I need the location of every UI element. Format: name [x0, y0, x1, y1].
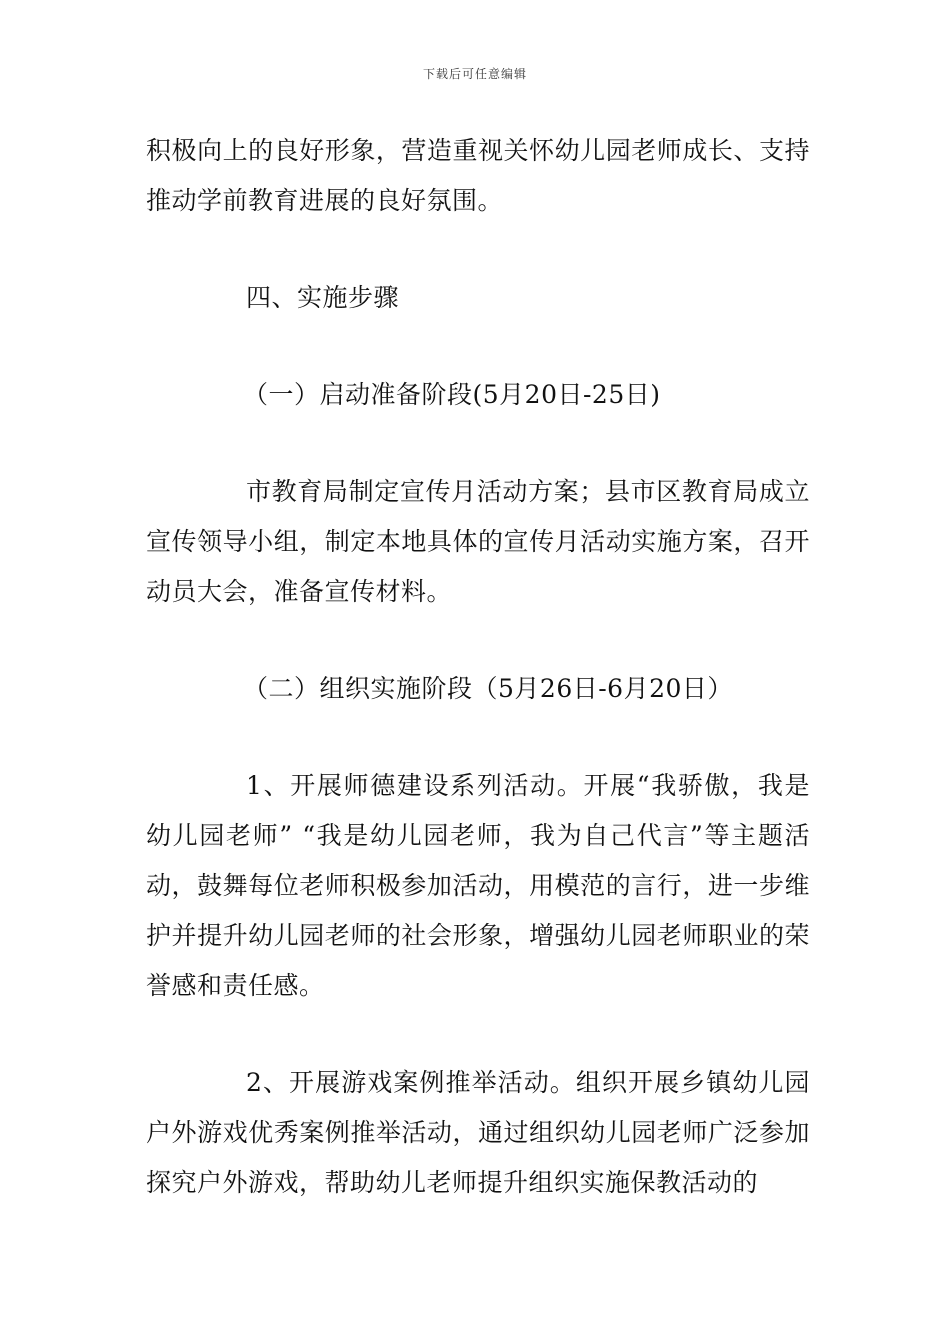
intro-paragraph: 积极向上的良好形象，营造重视关怀幼儿园老师成长、支持推动学前教育进展的良好氛围。 — [146, 136, 810, 215]
stage-1-paragraph: 市教育局制定宣传月活动方案；县市区教育局成立宣传领导小组，制定本地具体的宣传月活动实施方案，召开动员大会，准备宣传材料。 — [146, 477, 810, 606]
document-body — [146, 126, 810, 1255]
item-2-paragraph: 2、开展游戏案例推举活动。组织开展乡镇幼儿园户外游戏优秀案例推举活动，通过组织幼儿园老师广泛参加探究户外游戏，帮助幼儿老师提升组织实施保教活动的 — [146, 1068, 810, 1197]
page-header-note: 下载后可任意编辑 — [422, 67, 527, 81]
stage-1-heading: （一）启动准备阶段(5月20日-25日) — [243, 380, 661, 409]
item-1-paragraph: 1、开展师德建设系列活动。开展“我骄傲，我是幼儿园老师” “我是幼儿园老师，我为自己代言”等主题活动，鼓舞每位老师积极参加活动，用模范的言行，进一步维护并提升幼儿园老师的社会形象，增强幼儿园老师职业的荣誉感和责任感。 — [146, 771, 810, 1000]
stage-2-heading: （二）组织实施阶段（5月26日-6月20日） — [243, 674, 733, 703]
section-heading-implementation-steps: 四、实施步骤 — [246, 283, 400, 312]
